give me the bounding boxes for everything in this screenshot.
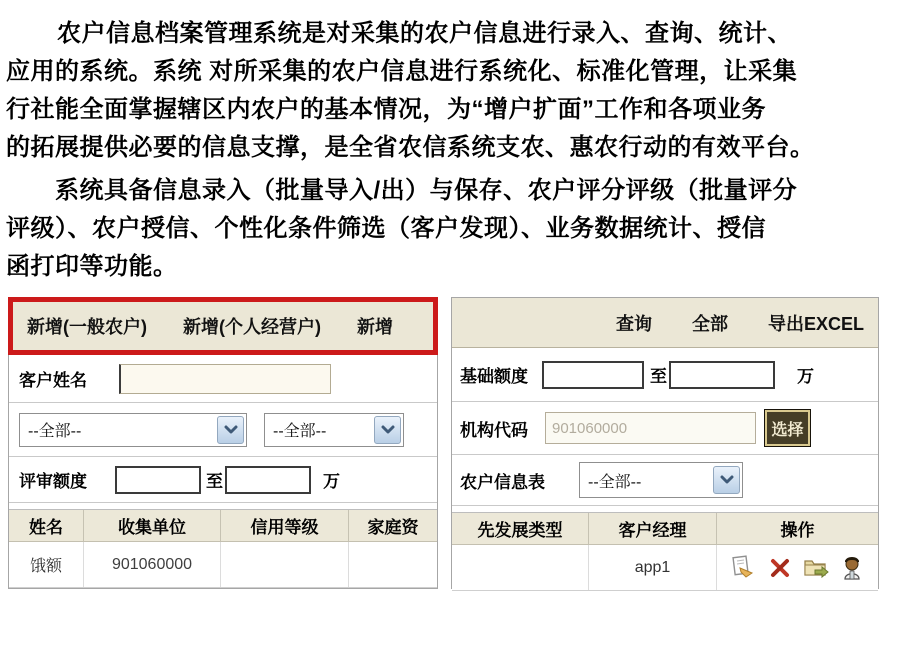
col-develop-type: 先发展类型 (452, 513, 589, 544)
person-icon[interactable] (839, 555, 865, 581)
all-button[interactable]: 全部 (691, 313, 728, 334)
col-credit: 信用等级 (221, 510, 349, 541)
operation-icons (731, 555, 865, 581)
org-code-row (452, 402, 878, 455)
chevron-down-icon[interactable] (374, 416, 401, 444)
base-amount-min-input[interactable] (542, 361, 644, 389)
farmer-info-row (452, 455, 878, 506)
left-panel (8, 297, 438, 589)
range-to-label: 至 (650, 367, 667, 386)
intro-line-3: 行社能全面掌握辖区内农户的基本情况，为“增户扩面”工作和各项业务 (6, 96, 766, 123)
farmer-info-label: 农户信息表 (460, 472, 545, 492)
org-code-label: 机构代码 (460, 420, 528, 440)
col-name: 姓名 (9, 510, 84, 541)
intro-line-1: 农户信息档案管理系统是对采集的农户信息进行录入、查询、统计、 (57, 20, 792, 47)
review-amount-row (9, 457, 437, 503)
add-individual-business-button[interactable]: 新增(个人经营户) (183, 317, 321, 337)
table-row[interactable] (452, 545, 878, 591)
customer-name-label: 客户姓名 (19, 371, 87, 390)
chevron-down-icon[interactable] (217, 416, 244, 444)
customer-name-row (9, 355, 437, 403)
col-operations: 操作 (780, 521, 815, 540)
unit-label: 万 (797, 367, 814, 386)
filter-dropdown-2-value: --全部-- (273, 423, 327, 440)
cell-name: 饿额 (9, 542, 84, 587)
edit-icon[interactable] (731, 555, 757, 581)
base-amount-row (452, 348, 878, 402)
left-panel-body (8, 355, 438, 589)
farmer-info-dropdown-value: --全部-- (588, 473, 642, 491)
filter-dropdown-1-value: --全部-- (28, 423, 82, 440)
features-line-1: 系统具备信息录入（批量导入/出）与保存、农户评分评级（批量评分 (55, 177, 798, 204)
base-amount-max-input[interactable] (669, 361, 775, 389)
col-unit: 收集单位 (84, 510, 221, 541)
review-amount-max-input[interactable] (225, 466, 311, 494)
query-button[interactable]: 查询 (615, 313, 652, 334)
cell-credit (221, 542, 349, 587)
unit-label: 万 (323, 472, 340, 491)
chevron-down-icon[interactable] (713, 466, 740, 494)
add-more-button[interactable]: 新增 (357, 317, 393, 337)
filter-dropdown-2[interactable] (264, 413, 404, 447)
right-table-header (452, 512, 878, 545)
col-account-manager: 客户经理 (589, 513, 717, 544)
right-toolbar (452, 298, 878, 348)
folder-move-icon[interactable] (803, 555, 829, 581)
intro-line-2: 应用的系统。系统 对所采集的农户信息进行系统化、标准化管理，让采集 (6, 58, 798, 85)
features-line-2: 评级）、农户授信、个性化条件筛选（客户发现）、业务数据统计、授信 (6, 215, 766, 242)
cell-account-manager: app1 (589, 545, 717, 590)
features-line-3: 函打印等功能。 (6, 253, 178, 280)
cell-family (349, 542, 437, 587)
add-general-farmer-button[interactable]: 新增(一般农户) (27, 317, 147, 337)
cell-operations (717, 545, 878, 590)
org-code-input[interactable]: 901060000 (545, 412, 756, 444)
customer-name-input[interactable] (119, 364, 331, 394)
col-family: 家庭资 (367, 518, 419, 537)
export-excel-button[interactable]: 导出EXCEL (767, 313, 864, 334)
review-amount-min-input[interactable] (115, 466, 201, 494)
cell-develop-type (452, 545, 589, 590)
table-row[interactable] (9, 542, 437, 588)
left-toolbar-highlighted (8, 297, 438, 355)
select-org-button[interactable]: 选择 (764, 409, 811, 447)
review-amount-label: 评审额度 (19, 472, 87, 491)
cell-unit: 901060000 (84, 542, 221, 587)
delete-icon[interactable] (767, 555, 793, 581)
filter-dropdown-1[interactable] (19, 413, 247, 447)
left-table-header (9, 509, 437, 542)
range-to-label: 至 (206, 472, 223, 491)
base-amount-label: 基础额度 (460, 367, 528, 386)
intro-line-4: 的拓展提供必要的信息支撑，是全省农信系统支农、惠农行动的有效平台。 (6, 134, 815, 161)
right-panel (451, 297, 879, 589)
left-filter-row (9, 403, 437, 457)
farmer-info-dropdown[interactable] (579, 462, 743, 498)
